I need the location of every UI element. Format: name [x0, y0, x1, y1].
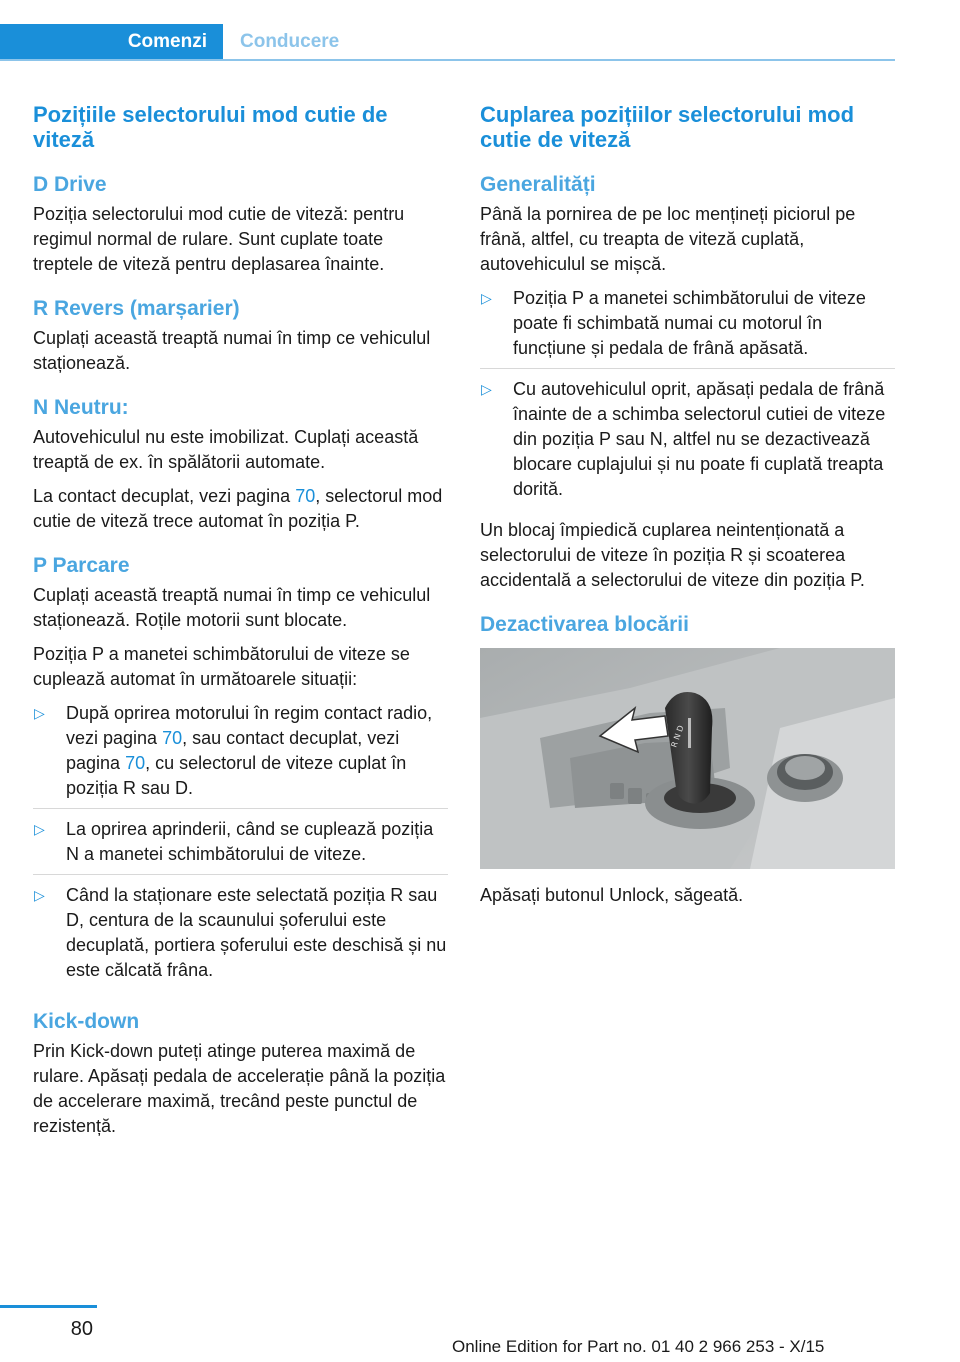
- footer-accent-line: [0, 1305, 97, 1308]
- section-park: [33, 553, 448, 990]
- section-kickdown: [33, 1009, 448, 1139]
- triangle-bullet-icon: ▷: [481, 381, 492, 397]
- section-drive: [33, 172, 448, 277]
- gear-selector-photo: [480, 648, 895, 869]
- page-link[interactable]: 70: [125, 753, 146, 773]
- text-park-2: Poziția P a manetei schimbătorului de viteze se cuplează automat în următoarele situații:: [33, 644, 410, 689]
- caption-unlock: Apăsați butonul Unlock, săgeată.: [480, 885, 744, 905]
- tab-comenzi-label: Comenzi: [127, 31, 207, 52]
- heading-park: P Parcare: [33, 554, 130, 577]
- heading-unlock: Dezactivarea blocării: [480, 613, 689, 636]
- heading-drive: D Drive: [33, 173, 107, 196]
- list-item-text: Poziția P a manetei schimbătorului de viteze poate fi schimbată numai cu motorul în funcțiune și pedala de frână apăsată.: [513, 288, 866, 358]
- page-link[interactable]: 70: [162, 728, 183, 748]
- text-fragment: La contact decuplat, vezi pagina: [33, 486, 296, 506]
- section-title-engaging: Cuplarea pozițiilor selectorului mod cutie de viteză: [480, 102, 855, 152]
- text-fragment: După oprirea motorului în regim contact radio, vezi pagina: [66, 703, 433, 748]
- text-park-1: Cuplați această treaptă numai în timp ce vehiculul staționează. Roțile motorii sunt blocate.: [33, 585, 431, 630]
- park-bullet-list: [33, 701, 448, 990]
- list-item: [480, 286, 895, 369]
- list-item: [480, 377, 895, 509]
- section-title-positions: Pozițiile selectorului mod cutie de viteză: [33, 102, 388, 152]
- section-neutral: [33, 395, 448, 534]
- triangle-bullet-icon: ▷: [34, 821, 45, 837]
- text-drive: Poziția selectorului mod cutie de viteză: pentru regimul normal de rulare. Sunt cuplate toate treptele de viteză pentru deplasarea înainte.: [33, 204, 405, 274]
- triangle-bullet-icon: ▷: [34, 705, 45, 721]
- svg-text:R N D: R N D: [669, 724, 686, 749]
- list-item: [33, 701, 448, 809]
- heading-reverse: R Revers (marșarier): [33, 297, 240, 320]
- text-fragment: , sau contact decuplat, vezi pagina: [66, 728, 400, 773]
- list-item: [33, 817, 448, 875]
- heading-kickdown: Kick-down: [33, 1010, 140, 1033]
- triangle-bullet-icon: ▷: [34, 887, 45, 903]
- page-number: 80: [70, 1318, 93, 1340]
- text-general-2: Un blocaj împiedică cuplarea neintenționată a selectorului de viteze în poziția R și scoaterea accidentală a selectorului de viteze din poziția P.: [480, 520, 865, 590]
- heading-neutral: N Neutru:: [33, 396, 129, 419]
- list-item-text: La oprirea aprinderii, când se cuplează poziția N a manetei schimbătorului de viteze.: [66, 819, 434, 864]
- general-bullet-list: [480, 286, 895, 509]
- text-kickdown: Prin Kick-down puteți atinge puterea maximă de rulare. Apăsați pedala de accelerație până la poziția de accelerare maximă, trecând peste punctul de rezistență.: [33, 1041, 446, 1136]
- edition-info: Online Edition for Part no. 01 40 2 966 253 - X/15: [452, 1337, 825, 1356]
- tab-comenzi[interactable]: [0, 24, 223, 60]
- list-item: [33, 883, 448, 990]
- text-reverse: Cuplați această treaptă numai în timp ce vehiculul staționează.: [33, 328, 431, 373]
- list-item-text: Când la staționare este selectată poziția R sau D, centura de la scaunului șoferului este decuplată, portiera șoferului este deschisă și nu este călcată frâna.: [66, 885, 447, 980]
- left-column: [33, 102, 448, 1158]
- page-link[interactable]: 70: [295, 486, 316, 506]
- right-column: [480, 102, 895, 927]
- triangle-bullet-icon: ▷: [481, 290, 492, 306]
- list-item-text: Cu autovehiculul oprit, apăsați pedala de frână înainte de a schimba selectorul cutiei de viteze din poziția P sau N, altfel nu se dezactivează blocare cuplajului și nu poate fi cuplată treapta dorită.: [513, 379, 886, 499]
- text-general-1: Până la pornirea de pe loc mențineți piciorul pe frână, altfel, cu treapta de viteză cuplată, autovehiculul se mișcă.: [480, 204, 856, 274]
- gear-selector-illustration: [480, 648, 895, 869]
- tab-conducere-label: Conducere: [240, 31, 340, 52]
- header-tabbar: [0, 24, 895, 62]
- text-fragment: , selectorul mod cutie de viteză trece automat în poziția P.: [33, 486, 443, 531]
- text-neutral-2: [33, 484, 448, 534]
- section-general: [480, 172, 895, 593]
- header-divider: [0, 59, 895, 61]
- heading-general: Generalități: [480, 173, 596, 196]
- section-unlock: [480, 612, 895, 908]
- text-fragment: , cu selectorul de viteze cuplat în poziția R sau D.: [66, 753, 407, 798]
- text-neutral-1: Autovehiculul nu este imobilizat. Cuplați această treaptă de ex. în spălătorii automate.: [33, 427, 419, 472]
- tab-conducere[interactable]: [240, 24, 339, 60]
- section-reverse: [33, 296, 448, 376]
